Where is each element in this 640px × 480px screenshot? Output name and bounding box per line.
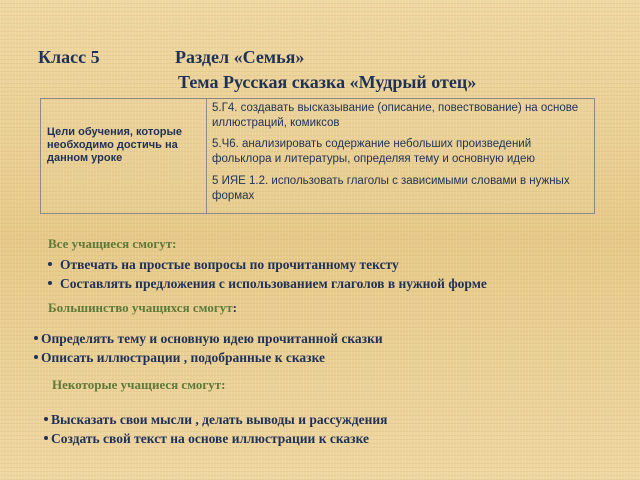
- some-students-title: Некоторые учащиеся смогут:: [52, 377, 226, 392]
- goals-label-cell: [41, 99, 207, 213]
- list-item-text: Составлять предложения с использованием глаголов в нужной форме: [60, 276, 487, 291]
- goal-item: 5.Ч6. анализировать содержание небольших произведений фольклора и литературы, определяя тему и основную идею: [212, 138, 536, 165]
- bullet-icon: [34, 355, 38, 359]
- goals-list-cell: [207, 99, 594, 213]
- list-item: [34, 331, 383, 347]
- goals-label: Цели обучения, которые необходимо достичь на данном уроке: [47, 126, 183, 164]
- list-item-text: Описать иллюстрации , подобранные к сказке: [41, 350, 326, 365]
- list-item: [48, 257, 399, 273]
- list-item-text: Создать свой текст на основе иллюстрации к сказке: [51, 431, 370, 446]
- list-item-text: Определять тему и основную идею прочитанной сказки: [41, 331, 383, 346]
- topic-label: Тема Русская сказка «Мудрый отец»: [178, 72, 477, 92]
- most-students-title-colon: :: [232, 300, 237, 315]
- most-students-title-text: Большинство учащихся смогут: [48, 300, 233, 315]
- list-item: [44, 412, 387, 428]
- bullet-icon: [44, 436, 48, 440]
- bullet-icon: [48, 262, 52, 266]
- list-item: [34, 350, 325, 366]
- all-students-title: Все учащиеся смогут:: [48, 236, 177, 251]
- list-item: [44, 431, 369, 447]
- bullet-icon: [34, 336, 38, 340]
- goal-item: 5.Г4. создавать высказывание (описание, повествование) на основе иллюстраций, комиксов: [212, 102, 579, 129]
- bullet-icon: [48, 281, 52, 285]
- section-label: Раздел «Семья»: [175, 47, 305, 67]
- most-students-title: [48, 300, 237, 316]
- list-item-text: Высказать свои мысли , делать выводы и рассуждения: [51, 412, 388, 427]
- learning-goals-table: [40, 98, 595, 214]
- goal-item: 5 ИЯЕ 1.2. использовать глаголы с зависимыми словами в нужных формах: [212, 175, 570, 202]
- bullet-icon: [44, 417, 48, 421]
- list-item-text: Отвечать на простые вопросы по прочитанному тексту: [60, 257, 399, 272]
- list-item: [48, 276, 487, 292]
- class-label: Класс 5: [38, 47, 100, 67]
